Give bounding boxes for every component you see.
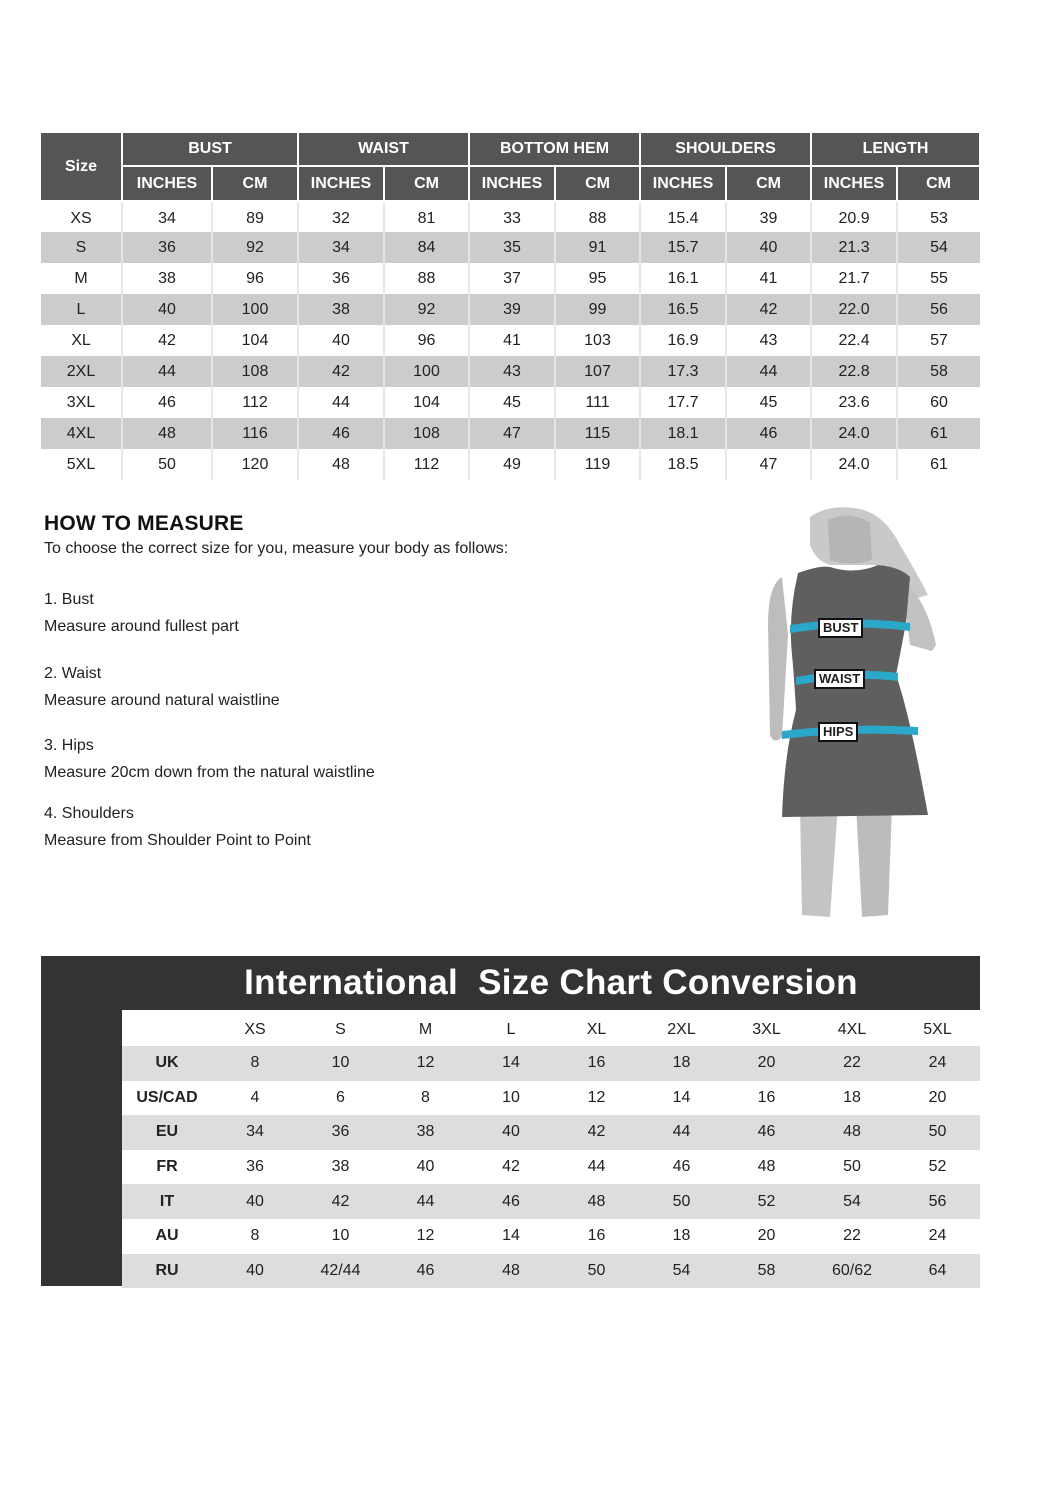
measurement-cell: 95 xyxy=(555,263,640,294)
conversion-value-cell: 52 xyxy=(928,1158,947,1176)
measurement-cell: 89 xyxy=(212,201,298,232)
measurement-cell: 43 xyxy=(469,356,555,387)
conversion-value-cell: 42 xyxy=(502,1158,520,1176)
conversion-value-cell: 58 xyxy=(724,1254,809,1289)
conversion-value-cell: 14 xyxy=(672,1088,691,1106)
hips-label: HIPS xyxy=(818,722,858,742)
measurement-cell: 41 xyxy=(469,325,555,356)
conversion-value-cell: 46 xyxy=(724,1115,809,1150)
size-column-header: 2XL xyxy=(667,1021,696,1038)
measurement-cell: 23.6 xyxy=(811,387,897,418)
step-title: 2. Waist xyxy=(44,665,102,682)
unit-header-inches: INCHES xyxy=(122,166,212,201)
measurement-cell: 34 xyxy=(298,232,384,263)
measurement-cell: 107 xyxy=(555,356,640,387)
measurement-cell: 53 xyxy=(897,201,980,232)
conversion-value-cell: 54 xyxy=(639,1254,724,1289)
conversion-value-cell: 36 xyxy=(246,1158,264,1176)
measurement-cell: 39 xyxy=(726,201,811,232)
size-column-header: 5XL xyxy=(923,1021,952,1038)
conversion-row-fr xyxy=(122,1150,980,1185)
step-title: 1. Bust xyxy=(44,591,94,608)
conversion-value-cell: 46 xyxy=(383,1254,468,1289)
measurement-cell: 88 xyxy=(555,201,640,232)
conversion-value-cell: 44 xyxy=(639,1115,724,1150)
size-row-s xyxy=(41,232,980,263)
measurement-cell: 92 xyxy=(212,232,298,263)
measurement-cell: 24.0 xyxy=(811,449,897,480)
measurement-cell: 24.0 xyxy=(811,418,897,449)
dress-figure-icon xyxy=(760,505,950,925)
measurement-cell: 108 xyxy=(384,418,469,449)
size-label-cell: 3XL xyxy=(66,393,96,411)
conversion-row-it xyxy=(122,1184,980,1219)
measurement-cell: 104 xyxy=(212,325,298,356)
measurement-figure-illustration xyxy=(760,505,950,925)
conversion-value-cell: 60/62 xyxy=(809,1254,895,1289)
measurement-cell: 34 xyxy=(122,201,212,232)
conversion-value-cell: 44 xyxy=(587,1158,606,1176)
region-label-cell: RU xyxy=(122,1254,212,1289)
conversion-value-cell: 18 xyxy=(843,1088,861,1106)
size-label-cell: L xyxy=(41,294,122,325)
conversion-row-eu xyxy=(122,1115,980,1150)
measurement-cell: 88 xyxy=(384,263,469,294)
unit-header-inches: INCHES xyxy=(640,166,726,201)
conversion-value-cell: 6 xyxy=(336,1088,345,1106)
measurement-cell: 45 xyxy=(469,387,555,418)
measurement-cell: 17.7 xyxy=(640,387,726,418)
conversion-value-cell: 48 xyxy=(468,1254,554,1289)
measurement-cell: 37 xyxy=(469,263,555,294)
measurement-cell: 84 xyxy=(384,232,469,263)
measurement-cell: 55 xyxy=(897,263,980,294)
measure-step-waist xyxy=(44,660,684,714)
measurement-cell: 99 xyxy=(555,294,640,325)
measurement-cell: 81 xyxy=(384,201,469,232)
international-conversion-body xyxy=(122,1046,980,1288)
waist-label: WAIST xyxy=(814,669,865,689)
measurement-cell: 36 xyxy=(298,263,384,294)
group-header-length: LENGTH xyxy=(811,132,980,166)
region-label-cell: IT xyxy=(122,1184,212,1219)
measure-step-shoulders xyxy=(44,800,684,854)
conversion-value-cell: 14 xyxy=(502,1227,520,1245)
measurement-cell: 45 xyxy=(726,387,811,418)
size-column-header: M xyxy=(418,1021,433,1038)
conversion-value-cell: 42/44 xyxy=(298,1254,383,1289)
conversion-row-ru xyxy=(122,1254,980,1289)
unit-header-cm: CM xyxy=(212,166,298,201)
conversion-value-cell: 8 xyxy=(421,1088,430,1106)
conversion-value-cell: 54 xyxy=(809,1184,895,1219)
size-row-xl xyxy=(41,325,980,356)
measurement-cell: 48 xyxy=(122,418,212,449)
unit-header-cm: CM xyxy=(555,166,640,201)
conversion-value-cell: 18 xyxy=(672,1227,691,1245)
measurement-cell: 18.1 xyxy=(640,418,726,449)
conversion-value-cell: 10 xyxy=(298,1046,383,1081)
size-row-xs xyxy=(41,201,980,232)
size-label-cell: XS xyxy=(70,209,92,227)
measurement-cell: 22.0 xyxy=(811,294,897,325)
size-label-cell: XL xyxy=(71,331,91,349)
conversion-value-cell: 10 xyxy=(502,1088,520,1106)
measurement-cell: 54 xyxy=(897,232,980,263)
conversion-value-cell: 38 xyxy=(383,1115,468,1150)
measurement-cell: 116 xyxy=(212,418,298,449)
conversion-value-cell: 40 xyxy=(468,1115,554,1150)
conversion-value-cell: 22 xyxy=(843,1227,861,1245)
group-header-waist: WAIST xyxy=(298,132,469,166)
measurement-cell: 49 xyxy=(469,449,555,480)
unit-header-inches: INCHES xyxy=(811,166,897,201)
measurement-cell: 47 xyxy=(469,418,555,449)
measurement-cell: 120 xyxy=(212,449,298,480)
measurement-cell: 38 xyxy=(122,263,212,294)
conversion-row-uk xyxy=(122,1046,980,1081)
size-row-l xyxy=(41,294,980,325)
size-row-5xl xyxy=(41,449,980,480)
step-description: Measure 20cm down from the natural waistline xyxy=(44,764,375,781)
conversion-value-cell: 24 xyxy=(895,1046,980,1081)
measurement-cell: 96 xyxy=(384,325,469,356)
measurement-cell: 21.7 xyxy=(811,263,897,294)
measurement-cell: 39 xyxy=(469,294,555,325)
size-chart-group-header-row xyxy=(41,132,980,166)
measurement-cell: 103 xyxy=(555,325,640,356)
measurement-cell: 100 xyxy=(212,294,298,325)
measurement-cell: 22.8 xyxy=(811,356,897,387)
step-description: Measure around natural waistline xyxy=(44,692,280,709)
conversion-value-cell: 22 xyxy=(809,1046,895,1081)
international-size-header-row xyxy=(122,1010,980,1046)
measurement-cell: 61 xyxy=(897,418,980,449)
measurement-cell: 40 xyxy=(726,232,811,263)
region-label-cell: US/CAD xyxy=(136,1088,198,1106)
conversion-value-cell: 20 xyxy=(928,1088,947,1106)
conversion-value-cell: 50 xyxy=(843,1158,861,1176)
conversion-value-cell: 52 xyxy=(724,1184,809,1219)
conversion-value-cell: 12 xyxy=(416,1227,435,1245)
measurement-cell: 47 xyxy=(726,449,811,480)
measurement-cell: 42 xyxy=(726,294,811,325)
size-label-cell: 5XL xyxy=(66,455,96,473)
size-row-3xl xyxy=(41,387,980,418)
conversion-value-cell: 20 xyxy=(724,1046,809,1081)
measurement-cell: 96 xyxy=(212,263,298,294)
measurement-cell: 16.1 xyxy=(640,263,726,294)
size-chart-table xyxy=(41,131,981,480)
measurement-cell: 42 xyxy=(122,325,212,356)
conversion-value-cell: 16 xyxy=(757,1088,776,1106)
size-chart-unit-header-row xyxy=(41,166,980,201)
measurement-cell: 42 xyxy=(298,356,384,387)
measurement-cell: 48 xyxy=(298,449,384,480)
size-column-header: S xyxy=(335,1021,346,1038)
measurement-cell: 44 xyxy=(122,356,212,387)
measurement-cell: 18.5 xyxy=(640,449,726,480)
measurement-cell: 16.9 xyxy=(640,325,726,356)
measurement-cell: 60 xyxy=(897,387,980,418)
measurement-cell: 119 xyxy=(555,449,640,480)
international-conversion-table xyxy=(122,1010,980,1288)
measurement-cell: 44 xyxy=(298,387,384,418)
how-to-measure-section xyxy=(44,512,684,874)
measurement-cell: 33 xyxy=(469,201,555,232)
size-label-cell: 4XL xyxy=(41,418,122,449)
step-description: Measure around fullest part xyxy=(44,618,239,635)
conversion-value-cell: 56 xyxy=(895,1184,980,1219)
group-header-shoulders: SHOULDERS xyxy=(640,132,811,166)
measurement-cell: 92 xyxy=(384,294,469,325)
conversion-value-cell: 44 xyxy=(383,1184,468,1219)
size-label-cell: 2XL xyxy=(41,356,122,387)
conversion-value-cell: 38 xyxy=(331,1158,350,1176)
conversion-value-cell: 34 xyxy=(212,1115,298,1150)
how-to-measure-title: HOW TO MEASURE xyxy=(44,512,244,535)
conversion-value-cell: 40 xyxy=(212,1184,298,1219)
conversion-value-cell: 8 xyxy=(250,1227,260,1245)
conversion-value-cell: 16 xyxy=(587,1227,606,1245)
size-column-header: 3XL xyxy=(752,1021,781,1038)
size-column-header: XS xyxy=(244,1021,266,1038)
region-label-cell: UK xyxy=(122,1046,212,1081)
size-row-4xl xyxy=(41,418,980,449)
region-label-cell: AU xyxy=(155,1227,179,1245)
conversion-value-cell: 36 xyxy=(298,1115,383,1150)
conversion-value-cell: 50 xyxy=(639,1184,724,1219)
international-chart-title: International Size Chart Conversion xyxy=(244,963,858,1002)
measurement-cell: 41 xyxy=(726,263,811,294)
measurement-cell: 111 xyxy=(555,387,640,418)
conversion-value-cell: 10 xyxy=(331,1227,350,1245)
conversion-value-cell: 12 xyxy=(587,1088,606,1106)
measurement-cell: 50 xyxy=(122,449,212,480)
measurement-cell: 46 xyxy=(122,387,212,418)
conversion-row-au xyxy=(122,1219,980,1254)
measurement-cell: 36 xyxy=(122,232,212,263)
conversion-value-cell: 8 xyxy=(212,1046,298,1081)
conversion-value-cell: 46 xyxy=(468,1184,554,1219)
measurement-cell: 15.4 xyxy=(640,201,726,232)
measurement-cell: 32 xyxy=(298,201,384,232)
step-title: 3. Hips xyxy=(44,737,94,754)
conversion-value-cell: 40 xyxy=(416,1158,435,1176)
measurement-cell: 91 xyxy=(555,232,640,263)
size-row-2xl xyxy=(41,356,980,387)
measurement-cell: 40 xyxy=(298,325,384,356)
measurement-cell: 104 xyxy=(384,387,469,418)
conversion-value-cell: 50 xyxy=(895,1115,980,1150)
size-label-cell: S xyxy=(41,232,122,263)
measure-step-bust xyxy=(44,586,684,640)
conversion-value-cell: 50 xyxy=(554,1254,639,1289)
conversion-value-cell: 18 xyxy=(639,1046,724,1081)
measurement-cell: 22.4 xyxy=(811,325,897,356)
conversion-value-cell: 42 xyxy=(554,1115,639,1150)
conversion-value-cell: 40 xyxy=(212,1254,298,1289)
size-chart-body xyxy=(41,201,980,480)
conversion-value-cell: 42 xyxy=(298,1184,383,1219)
empty-corner-cell xyxy=(122,1010,212,1046)
how-to-measure-intro: To choose the correct size for you, measure your body as follows: xyxy=(44,540,509,557)
measurement-cell: 46 xyxy=(298,418,384,449)
size-row-m xyxy=(41,263,980,294)
measurement-cell: 115 xyxy=(555,418,640,449)
unit-header-cm: CM xyxy=(384,166,469,201)
size-column-header: L xyxy=(506,1021,516,1038)
measurement-cell: 46 xyxy=(726,418,811,449)
unit-header-inches: INCHES xyxy=(298,166,384,201)
unit-header-cm: CM xyxy=(726,166,811,201)
conversion-value-cell: 14 xyxy=(468,1046,554,1081)
measurement-cell: 100 xyxy=(384,356,469,387)
group-header-bottom-hem: BOTTOM HEM xyxy=(469,132,640,166)
measurement-cell: 16.5 xyxy=(640,294,726,325)
measure-step-hips xyxy=(44,732,684,786)
measurement-cell: 17.3 xyxy=(640,356,726,387)
conversion-value-cell: 64 xyxy=(895,1254,980,1289)
conversion-value-cell: 12 xyxy=(383,1046,468,1081)
region-label-cell: EU xyxy=(122,1115,212,1150)
size-label-cell: M xyxy=(74,269,88,287)
conversion-row-us-cad xyxy=(122,1081,980,1116)
size-column-header: XL xyxy=(586,1021,607,1038)
size-column-header: 4XL xyxy=(837,1021,867,1038)
conversion-value-cell: 48 xyxy=(554,1184,639,1219)
conversion-value-cell: 48 xyxy=(757,1158,776,1176)
measurement-cell: 35 xyxy=(469,232,555,263)
measurement-cell: 58 xyxy=(897,356,980,387)
unit-header-cm: CM xyxy=(897,166,980,201)
measurement-cell: 57 xyxy=(897,325,980,356)
measurement-cell: 38 xyxy=(298,294,384,325)
conversion-value-cell: 20 xyxy=(757,1227,776,1245)
conversion-value-cell: 4 xyxy=(250,1088,260,1106)
step-description: Measure from Shoulder Point to Point xyxy=(44,832,311,849)
size-column-header: Size xyxy=(41,132,122,201)
measurement-cell: 20.9 xyxy=(811,201,897,232)
region-label-cell: FR xyxy=(156,1158,178,1176)
measurement-cell: 21.3 xyxy=(811,232,897,263)
measurement-cell: 112 xyxy=(212,387,298,418)
measurement-cell: 112 xyxy=(384,449,469,480)
conversion-value-cell: 46 xyxy=(672,1158,691,1176)
step-title: 4. Shoulders xyxy=(44,805,134,822)
measurement-cell: 43 xyxy=(726,325,811,356)
conversion-value-cell: 16 xyxy=(554,1046,639,1081)
measurement-cell: 40 xyxy=(122,294,212,325)
measurement-cell: 108 xyxy=(212,356,298,387)
measurement-cell: 44 xyxy=(726,356,811,387)
group-header-bust: BUST xyxy=(122,132,298,166)
unit-header-inches: INCHES xyxy=(469,166,555,201)
conversion-value-cell: 48 xyxy=(809,1115,895,1150)
conversion-value-cell: 24 xyxy=(928,1227,947,1245)
bust-label: BUST xyxy=(818,618,863,638)
measurement-cell: 15.7 xyxy=(640,232,726,263)
international-conversion-section xyxy=(41,956,980,1286)
measurement-cell: 56 xyxy=(897,294,980,325)
measurement-cell: 61 xyxy=(897,449,980,480)
